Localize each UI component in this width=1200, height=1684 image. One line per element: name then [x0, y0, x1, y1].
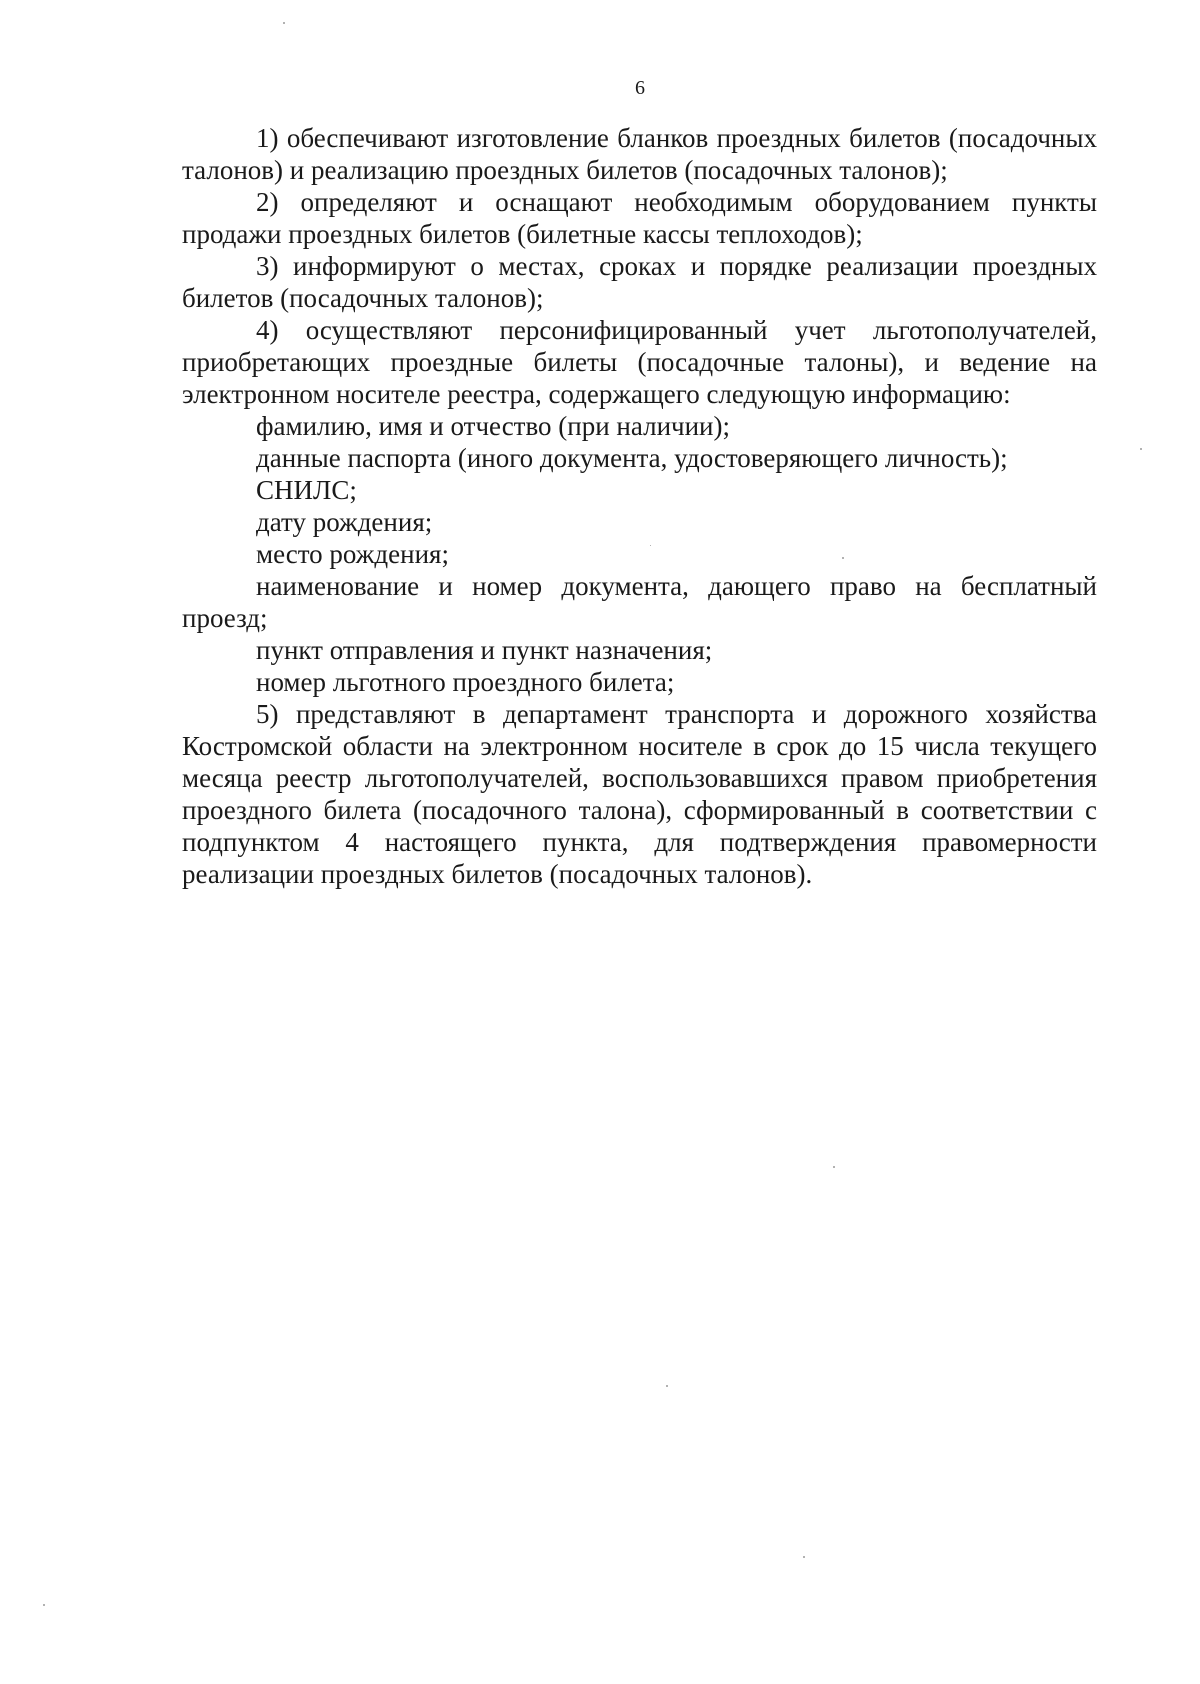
registry-field-full-name: фамилию, имя и отчество (при наличии); [256, 411, 730, 441]
paragraph-item-2: 2) определяют и оснащают необходимым оборудованием пункты продажи проездных билетов (билетные кассы теплоходов); [182, 187, 1097, 249]
registry-field-ticket-number: номер льготного проездного билета; [256, 667, 675, 697]
scan-speck [842, 557, 844, 559]
paragraph-item-5: 5) представляют в департамент транспорта и дорожного хозяйства Костромской области на электронном носителе в срок до 15 числа текущего месяца реестр льготополучателей, воспользовавшихся правом приобретения проездного билета (посадочного талона), сформированный в соответствии с подпунктом 4 настоящего пункта, для подтверждения правомерности реализации проездных билетов (посадочных талонов). [182, 699, 1097, 889]
scan-speck [666, 1385, 668, 1387]
scan-speck [650, 545, 651, 546]
scan-speck [283, 22, 285, 24]
registry-field-birth-place: место рождения; [256, 539, 449, 569]
scan-speck [803, 1556, 805, 1558]
paragraph-item-1: 1) обеспечивают изготовление бланков проездных билетов (посадочных талонов) и реализацию проездных билетов (посадочных талонов); [182, 123, 1097, 185]
registry-field-entitlement-document: наименование и номер документа, дающего право на бесплатный проезд; [182, 571, 1097, 633]
paragraph-item-4: 4) осуществляют персонифицированный учет льготополучателей, приобретающих проездные билеты (посадочные талоны), и ведение на электронном носителе реестра, содержащего следующую информацию: [182, 315, 1097, 409]
document-body [182, 122, 1097, 890]
registry-field-passport: данные паспорта (иного документа, удостоверяющего личность); [256, 443, 1008, 473]
scan-speck [1140, 448, 1142, 450]
registry-field-birth-date: дату рождения; [256, 507, 433, 537]
scan-speck [43, 1604, 45, 1606]
registry-field-route: пункт отправления и пункт назначения; [256, 635, 713, 665]
scan-speck [833, 1166, 835, 1168]
page-number: 6 [635, 77, 645, 99]
registry-field-snils: СНИЛС; [256, 475, 357, 505]
paragraph-item-3: 3) информируют о местах, сроках и порядке реализации проездных билетов (посадочных талонов); [182, 251, 1097, 313]
